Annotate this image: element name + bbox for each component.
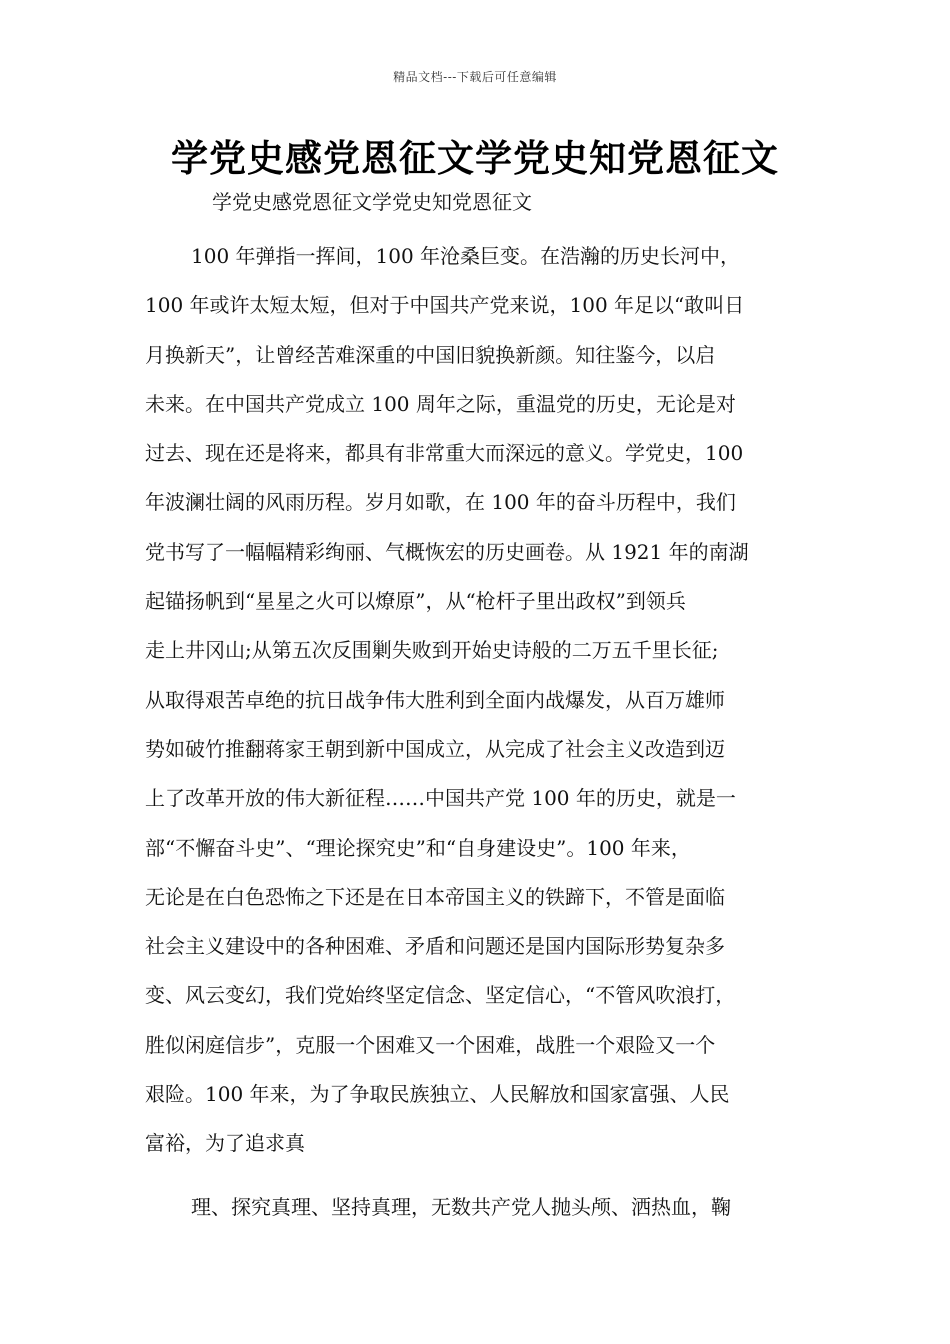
text-line: 年波澜壮阔的风雨历程。岁月如歌，在 100 年的奋斗历程中，我们 (145, 490, 736, 515)
text-line: 未来。在中国共产党成立 100 周年之际，重温党的历史，无论是对 (145, 391, 736, 416)
text-line: 理、探究真理、坚持真理，无数共产党人抛头颅、洒热血，鞠 (191, 1194, 731, 1219)
text-line: 上了改革开放的伟大新征程……中国共产党 100 年的历史，就是一 (145, 786, 736, 811)
text-line: 胜似闲庭信步”，克服一个困难又一个困难，战胜一个艰险又一个 (145, 1032, 716, 1057)
text-line: 艰险。100 年来，为了争取民族独立、人民解放和国家富强、人民 (145, 1082, 730, 1107)
text-line: 100 年弹指一挥间，100 年沧桑巨变。在浩瀚的历史长河中， (191, 244, 741, 268)
document-subtitle: 学党史感党恩征文学党史知党恩征文 (212, 190, 532, 214)
header-note: 精品文档---下载后可任意编辑 (393, 70, 557, 84)
body-text (145, 232, 835, 1232)
document-title: 学党史感党恩征文学党史知党恩征文 (171, 136, 779, 180)
text-line: 从取得艰苦卓绝的抗日战争伟大胜利到全面内战爆发，从百万雄师 (145, 687, 725, 712)
text-line: 变、风云变幻，我们党始终坚定信念、坚定信心，“不管风吹浪打， (145, 983, 736, 1008)
text-line: 起锚扬帆到“星星之火可以燎原”，从“枪杆子里出政权”到领兵 (145, 589, 686, 614)
text-line: 部“不懈奋斗史”、“理论探究史”和“自身建设史”。100 年来， (145, 835, 691, 860)
text-line: 富裕，为了追求真 (145, 1131, 305, 1156)
text-line: 过去、现在还是将来，都具有非常重大而深远的意义。学党史，100 (145, 441, 744, 466)
text-line: 势如破竹推翻蒋家王朝到新中国成立，从完成了社会主义改造到迈 (145, 736, 725, 761)
text-line: 走上井冈山;从第五次反围剿失败到开始史诗般的二万五千里长征; (145, 638, 719, 663)
text-line: 无论是在白色恐怖之下还是在日本帝国主义的铁蹄下，不管是面临 (145, 884, 725, 909)
text-line: 社会主义建设中的各种困难、矛盾和问题还是国内国际形势复杂多 (145, 934, 725, 959)
text-line: 月换新天”，让曾经苦难深重的中国旧貌换新颜。知往鉴今，以启 (145, 342, 716, 367)
text-line: 党书写了一幅幅精彩绚丽、气概恢宏的历史画卷。从 1921 年的南湖 (145, 539, 749, 564)
text-line: 100 年或许太短太短，但对于中国共产党来说，100 年足以“敢叫日 (145, 293, 745, 318)
